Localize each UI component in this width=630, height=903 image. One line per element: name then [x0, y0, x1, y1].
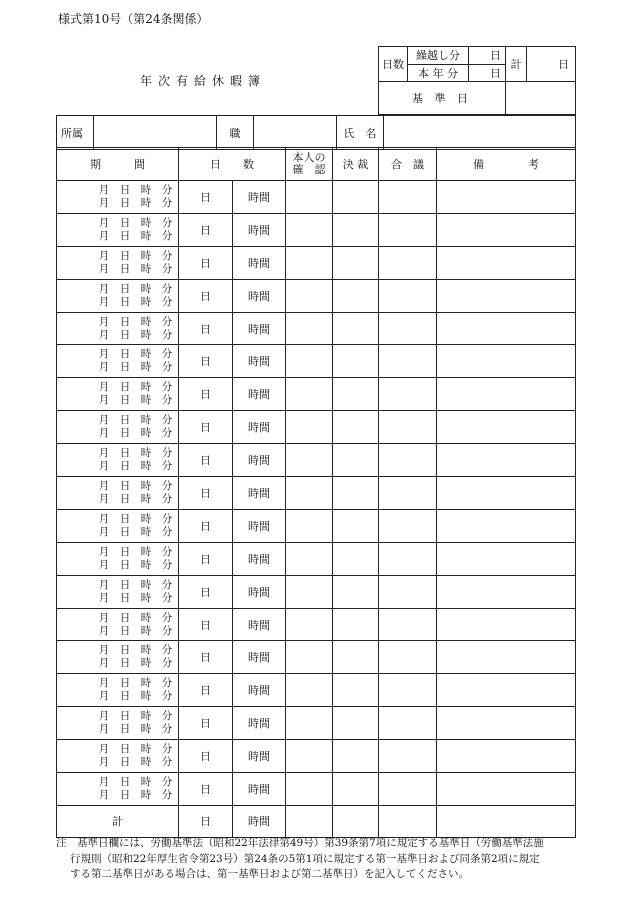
consultation-cell[interactable]	[379, 477, 437, 510]
period-start: 月 日 時 分	[98, 216, 173, 229]
self-confirm-cell[interactable]	[286, 740, 333, 773]
period-cell[interactable]	[57, 477, 179, 510]
period-cell[interactable]	[57, 608, 179, 641]
consultation-cell[interactable]	[379, 575, 437, 608]
remarks-cell[interactable]	[437, 608, 576, 641]
consultation-cell[interactable]	[379, 773, 437, 806]
header-self-confirm-line1: 本人の	[292, 151, 326, 164]
approval-cell[interactable]	[333, 542, 379, 575]
carryover-label: 繰越し分	[408, 47, 469, 65]
hours-cell[interactable]: 時間	[233, 509, 286, 542]
total-blank	[333, 805, 379, 837]
remarks-cell[interactable]	[437, 575, 576, 608]
period-end: 月 日 時 分	[98, 525, 173, 538]
period-cell[interactable]	[57, 740, 179, 773]
consultation-cell[interactable]	[379, 378, 437, 411]
table-row	[57, 641, 576, 674]
period-start: 月 日 時 分	[98, 545, 173, 558]
header-consultation: 合 議	[379, 148, 437, 181]
consultation-cell[interactable]	[379, 509, 437, 542]
period-start: 月 日 時 分	[98, 578, 173, 591]
days-cell[interactable]: 日	[179, 509, 233, 542]
self-confirm-cell[interactable]	[286, 345, 333, 378]
table-row	[57, 213, 576, 246]
approval-cell[interactable]	[333, 707, 379, 740]
hours-cell[interactable]: 時間	[233, 345, 286, 378]
days-cell[interactable]: 日	[179, 641, 233, 674]
remarks-cell[interactable]	[437, 411, 576, 444]
self-confirm-cell[interactable]	[286, 575, 333, 608]
period-end: 月 日 時 分	[98, 361, 173, 374]
hours-cell[interactable]: 時間	[233, 411, 286, 444]
hours-cell[interactable]: 時間	[233, 542, 286, 575]
remarks-cell[interactable]	[437, 477, 576, 510]
days-cell[interactable]: 日	[179, 444, 233, 477]
hours-cell[interactable]: 時間	[233, 213, 286, 246]
self-confirm-cell[interactable]	[286, 477, 333, 510]
remarks-cell[interactable]	[437, 279, 576, 312]
days-cell[interactable]: 日	[179, 246, 233, 279]
hours-cell[interactable]: 時間	[233, 279, 286, 312]
remarks-cell[interactable]	[437, 213, 576, 246]
period-start: 月 日 時 分	[98, 512, 173, 525]
period-end: 月 日 時 分	[98, 295, 173, 308]
days-cell[interactable]: 日	[179, 773, 233, 806]
self-confirm-cell[interactable]	[286, 312, 333, 345]
hours-cell[interactable]: 時間	[233, 773, 286, 806]
consultation-cell[interactable]	[379, 411, 437, 444]
hours-cell[interactable]: 時間	[233, 477, 286, 510]
days-cell[interactable]: 日	[179, 213, 233, 246]
period-cell[interactable]	[57, 773, 179, 806]
footnote	[56, 836, 596, 883]
remarks-cell[interactable]	[437, 345, 576, 378]
hours-cell[interactable]: 時間	[233, 246, 286, 279]
hours-cell[interactable]: 時間	[233, 740, 286, 773]
period-end: 月 日 時 分	[98, 756, 173, 769]
period-cell[interactable]	[57, 378, 179, 411]
days-cell[interactable]: 日	[179, 411, 233, 444]
self-confirm-cell[interactable]	[286, 279, 333, 312]
table-row	[57, 608, 576, 641]
total-label: 計	[506, 47, 527, 82]
consultation-cell[interactable]	[379, 279, 437, 312]
remarks-cell[interactable]	[437, 542, 576, 575]
footnote-line1: 注 基準日欄には、労働基準法（昭和22年法律第49号）第39条第7項に規定する基準日（労働基準法施	[56, 837, 544, 849]
period-cell[interactable]	[57, 181, 179, 214]
period-cell[interactable]	[57, 345, 179, 378]
period-start: 月 日 時 分	[98, 479, 173, 492]
remarks-cell[interactable]	[437, 444, 576, 477]
period-cell[interactable]	[57, 279, 179, 312]
approval-cell[interactable]	[333, 312, 379, 345]
consultation-cell[interactable]	[379, 641, 437, 674]
period-start: 月 日 時 分	[98, 315, 173, 328]
days-cell[interactable]: 日	[179, 279, 233, 312]
consultation-cell[interactable]	[379, 707, 437, 740]
period-end: 月 日 時 分	[98, 690, 173, 703]
self-confirm-cell[interactable]	[286, 674, 333, 707]
header-approval: 決 裁	[333, 148, 379, 181]
total-days-unit: 日	[179, 805, 233, 837]
hours-cell[interactable]: 時間	[233, 641, 286, 674]
period-end: 月 日 時 分	[98, 723, 173, 736]
table-row	[57, 740, 576, 773]
hours-cell[interactable]: 時間	[233, 674, 286, 707]
period-cell[interactable]	[57, 707, 179, 740]
carryover-days-cell[interactable]: 日	[469, 47, 506, 65]
period-cell[interactable]	[57, 246, 179, 279]
header-days: 日 数	[179, 148, 286, 181]
table-row	[57, 378, 576, 411]
self-confirm-cell[interactable]	[286, 181, 333, 214]
period-end: 月 日 時 分	[98, 460, 173, 473]
period-cell[interactable]	[57, 674, 179, 707]
days-cell[interactable]: 日	[179, 674, 233, 707]
table-row	[57, 477, 576, 510]
name-field[interactable]	[384, 116, 576, 150]
consultation-cell[interactable]	[379, 740, 437, 773]
days-cell[interactable]: 日	[179, 608, 233, 641]
period-start: 月 日 時 分	[98, 644, 173, 657]
department-label: 所属	[57, 116, 94, 150]
days-label: 日数	[379, 47, 408, 82]
remarks-cell[interactable]	[437, 707, 576, 740]
days-cell[interactable]: 日	[179, 707, 233, 740]
period-start: 月 日 時 分	[98, 743, 173, 756]
approval-cell[interactable]	[333, 477, 379, 510]
period-end: 月 日 時 分	[98, 394, 173, 407]
days-cell[interactable]: 日	[179, 312, 233, 345]
form-number: 様式第10号（第24条関係）	[58, 12, 209, 26]
period-end: 月 日 時 分	[98, 328, 173, 341]
base-date-label: 基 準 日	[379, 82, 506, 115]
days-cell[interactable]: 日	[179, 542, 233, 575]
hours-cell[interactable]: 時間	[233, 707, 286, 740]
days-cell[interactable]: 日	[179, 345, 233, 378]
base-date-cell[interactable]	[506, 82, 576, 115]
total-blank	[437, 805, 576, 837]
period-start: 月 日 時 分	[98, 775, 173, 788]
remarks-cell[interactable]	[437, 641, 576, 674]
table-row	[57, 707, 576, 740]
days-cell[interactable]: 日	[179, 575, 233, 608]
period-end: 月 日 時 分	[98, 196, 173, 209]
approval-cell[interactable]	[333, 279, 379, 312]
department-field[interactable]	[94, 116, 217, 150]
table-row	[57, 181, 576, 214]
self-confirm-cell[interactable]	[286, 246, 333, 279]
period-cell[interactable]	[57, 542, 179, 575]
approval-cell[interactable]	[333, 773, 379, 806]
approval-cell[interactable]	[333, 641, 379, 674]
total-blank	[286, 805, 333, 837]
remarks-cell[interactable]	[437, 378, 576, 411]
consultation-cell[interactable]	[379, 312, 437, 345]
table-row	[57, 575, 576, 608]
period-end: 月 日 時 分	[98, 492, 173, 505]
period-start: 月 日 時 分	[98, 677, 173, 690]
period-start: 月 日 時 分	[98, 710, 173, 723]
self-confirm-cell[interactable]	[286, 773, 333, 806]
approval-cell[interactable]	[333, 575, 379, 608]
period-cell[interactable]	[57, 312, 179, 345]
header-remarks: 備 考	[437, 148, 576, 181]
remarks-cell[interactable]	[437, 773, 576, 806]
total-days-cell[interactable]: 日	[527, 47, 576, 82]
approval-cell[interactable]	[333, 181, 379, 214]
remarks-cell[interactable]	[437, 181, 576, 214]
period-cell[interactable]	[57, 444, 179, 477]
header-self-confirm	[286, 148, 333, 181]
approval-cell[interactable]	[333, 246, 379, 279]
this-year-days-cell[interactable]: 日	[469, 64, 506, 82]
hours-cell[interactable]: 時間	[233, 378, 286, 411]
approval-cell[interactable]	[333, 213, 379, 246]
self-confirm-cell[interactable]	[286, 213, 333, 246]
period-start: 月 日 時 分	[98, 282, 173, 295]
approval-cell[interactable]	[333, 411, 379, 444]
consultation-cell[interactable]	[379, 213, 437, 246]
table-row	[57, 509, 576, 542]
remarks-cell[interactable]	[437, 740, 576, 773]
consultation-cell[interactable]	[379, 444, 437, 477]
approval-cell[interactable]	[333, 378, 379, 411]
period-cell[interactable]	[57, 411, 179, 444]
hours-cell[interactable]: 時間	[233, 312, 286, 345]
period-start: 月 日 時 分	[98, 381, 173, 394]
header-period: 期 間	[57, 148, 179, 181]
table-row	[57, 246, 576, 279]
approval-cell[interactable]	[333, 444, 379, 477]
self-confirm-cell[interactable]	[286, 608, 333, 641]
days-cell[interactable]: 日	[179, 740, 233, 773]
total-blank	[379, 805, 437, 837]
period-end: 月 日 時 分	[98, 657, 173, 670]
approval-cell[interactable]	[333, 740, 379, 773]
hours-cell[interactable]: 時間	[233, 444, 286, 477]
table-row	[57, 312, 576, 345]
period-end: 月 日 時 分	[98, 591, 173, 604]
self-confirm-cell[interactable]	[286, 509, 333, 542]
period-start: 月 日 時 分	[98, 447, 173, 460]
consultation-cell[interactable]	[379, 542, 437, 575]
days-cell[interactable]: 日	[179, 181, 233, 214]
approval-cell[interactable]	[333, 674, 379, 707]
consultation-cell[interactable]	[379, 181, 437, 214]
self-confirm-cell[interactable]	[286, 411, 333, 444]
consultation-cell[interactable]	[379, 246, 437, 279]
remarks-cell[interactable]	[437, 246, 576, 279]
table-row	[57, 444, 576, 477]
days-cell[interactable]: 日	[179, 477, 233, 510]
position-label: 職	[217, 116, 254, 150]
period-start: 月 日 時 分	[98, 348, 173, 361]
remarks-cell[interactable]	[437, 509, 576, 542]
period-start: 月 日 時 分	[98, 414, 173, 427]
header-self-confirm-line2: 確 認	[292, 163, 326, 176]
leave-table	[56, 147, 576, 838]
consultation-cell[interactable]	[379, 345, 437, 378]
table-row	[57, 411, 576, 444]
self-confirm-cell[interactable]	[286, 542, 333, 575]
table-row	[57, 279, 576, 312]
hours-cell[interactable]: 時間	[233, 608, 286, 641]
approval-cell[interactable]	[333, 608, 379, 641]
position-field[interactable]	[254, 116, 337, 150]
info-row	[56, 115, 576, 150]
period-cell[interactable]	[57, 575, 179, 608]
consultation-cell[interactable]	[379, 608, 437, 641]
approval-cell[interactable]	[333, 345, 379, 378]
form-title: 年次有給休暇簿	[140, 74, 267, 88]
self-confirm-cell[interactable]	[286, 378, 333, 411]
period-cell[interactable]	[57, 641, 179, 674]
hours-cell[interactable]: 時間	[233, 181, 286, 214]
this-year-label: 本 年 分	[408, 64, 469, 82]
period-end: 月 日 時 分	[98, 624, 173, 637]
table-row	[57, 345, 576, 378]
days-cell[interactable]: 日	[179, 378, 233, 411]
total-row-label: 計	[57, 805, 179, 837]
period-end: 月 日 時 分	[98, 788, 173, 801]
hours-cell[interactable]: 時間	[233, 575, 286, 608]
period-end: 月 日 時 分	[98, 558, 173, 571]
footnote-line2: 行規則（昭和22年厚生省令第23号）第24条の5第1項に規定する第一基準日および同条第2項に規定	[70, 852, 540, 865]
period-end: 月 日 時 分	[98, 427, 173, 440]
table-row	[57, 542, 576, 575]
self-confirm-cell[interactable]	[286, 707, 333, 740]
period-cell[interactable]	[57, 213, 179, 246]
consultation-cell[interactable]	[379, 674, 437, 707]
period-start: 月 日 時 分	[98, 611, 173, 624]
period-start: 月 日 時 分	[98, 183, 173, 196]
table-row	[57, 674, 576, 707]
remarks-cell[interactable]	[437, 674, 576, 707]
name-label: 氏 名	[337, 116, 384, 150]
period-start: 月 日 時 分	[98, 249, 173, 262]
period-end: 月 日 時 分	[98, 229, 173, 242]
summary-box	[378, 46, 576, 115]
remarks-cell[interactable]	[437, 312, 576, 345]
period-cell[interactable]	[57, 509, 179, 542]
table-row	[57, 773, 576, 806]
period-end: 月 日 時 分	[98, 262, 173, 275]
approval-cell[interactable]	[333, 509, 379, 542]
total-hours-unit: 時間	[233, 805, 286, 837]
self-confirm-cell[interactable]	[286, 444, 333, 477]
self-confirm-cell[interactable]	[286, 641, 333, 674]
footnote-line3: する第二基準日がある場合は、第一基準日および第二基準日）を記入してください。	[70, 868, 469, 880]
